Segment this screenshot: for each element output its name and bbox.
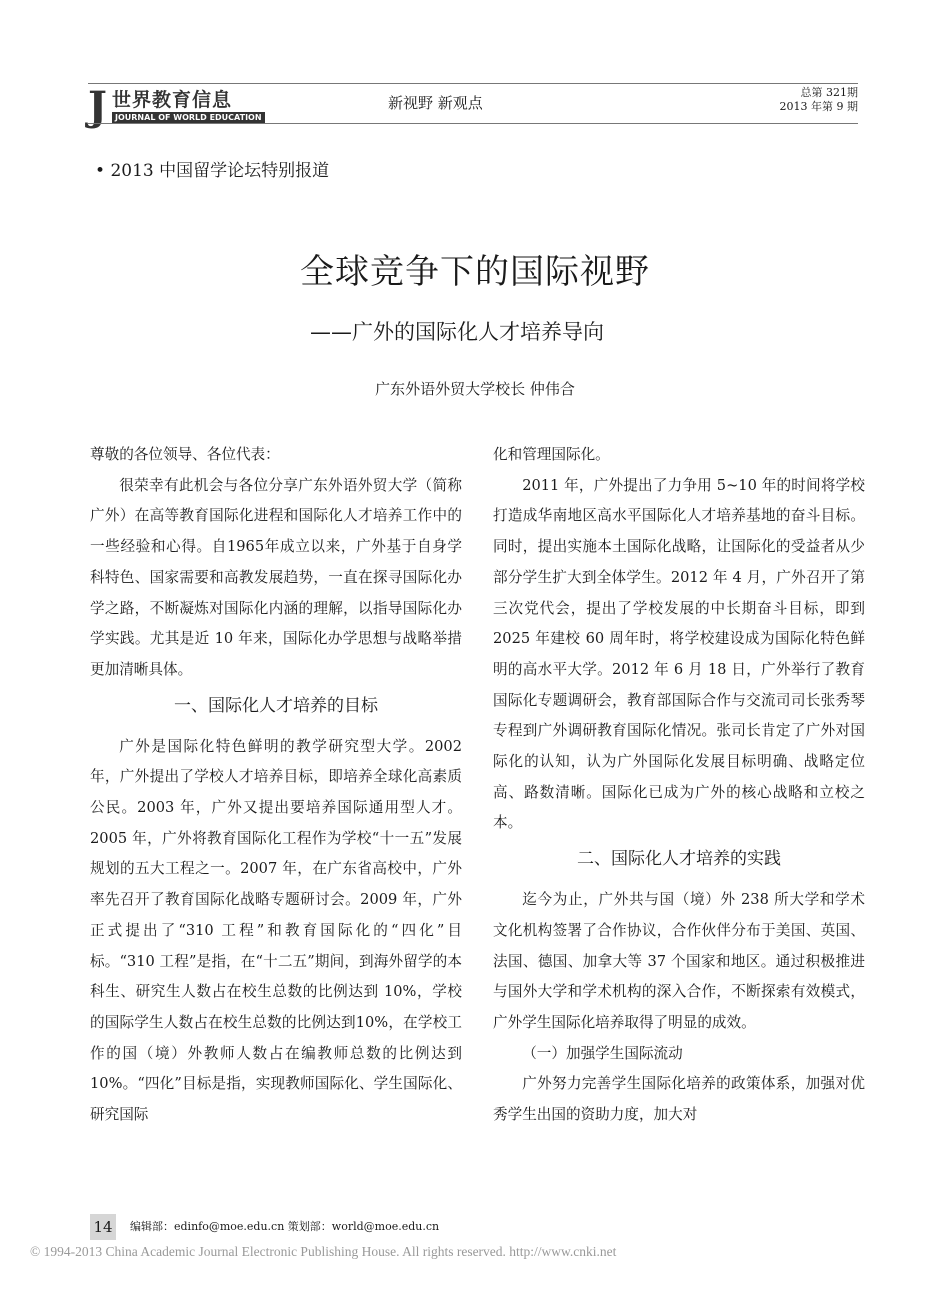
- section-heading: 二、国际化人才培养的实践: [577, 849, 781, 870]
- salutation: 尊敬的各位领导、各位代表：: [90, 446, 280, 463]
- page-number: 14: [90, 1214, 116, 1240]
- section-label: • 2013 中国留学论坛特别报道: [95, 161, 330, 181]
- header-bottom-rule: [88, 123, 858, 124]
- subsection-heading: （一）加强学生国际流动: [522, 1044, 683, 1062]
- logo-english-name: JOURNAL OF WORLD EDUCATION: [112, 112, 265, 124]
- left-column: [90, 440, 462, 1131]
- paragraph-continuation: 化和管理国际化。: [493, 446, 610, 463]
- copyright-notice: © 1994-2013 China Academic Journal Electronic Publishing House. All rights reserved. http://www.cnki.net: [30, 1244, 617, 1259]
- section-heading: 一、国际化人才培养的目标: [174, 695, 378, 716]
- issue-info: [780, 86, 858, 114]
- logo-chinese-name: 世界教育信息: [112, 89, 233, 111]
- header-top-rule: [88, 83, 858, 84]
- paragraph: 广外努力完善学生国际化培养的政策体系，加强对优秀学生出国的资助力度，加大对: [493, 1075, 865, 1124]
- logo-letter-mark: J: [88, 83, 107, 130]
- footer-contacts: 编辑部：edinfo@moe.edu.cn 策划部：world@moe.edu.cn: [130, 1220, 440, 1233]
- paragraph: 迄今为止，广外共与国（境）外 238 所大学和学术文化机构签署了合作协议，合作伙伴分布于美国、英国、法国、德国、加拿大等 37 个国家和地区。通过积极推进与国外大学和学术机构的深入合作，不断探索有效模式，广外学生国际化培养取得了明显的成效。: [493, 891, 865, 1031]
- issue-year: 2013 年第 9 期: [779, 100, 858, 113]
- bullet-icon: •: [95, 161, 111, 181]
- issue-total: 总第 321期: [800, 86, 858, 99]
- paragraph: 很荣幸有此机会与各位分享广东外语外贸大学（简称广外）在高等教育国际化进程和国际化人才培养工作中的一些经验和心得。自1965年成立以来，广外基于自身学科特色、国家需要和高教发展趋势，一直在探寻国际化办学之路，不断凝炼对国际化内涵的理解，以指导国际化办学实践。尤其是近 10 年来，国际化办学思想与战略举措更加清晰具体。: [90, 476, 462, 678]
- right-column: [493, 440, 865, 1131]
- paragraph: 广外是国际化特色鲜明的教学研究型大学。2002 年，广外提出了学校人才培养目标，即培养全球化高素质公民。2003 年，广外又提出要培养国际通用型人才。2005 年，广外将教育国际化工程作为学校“十一五”发展规划的五大工程之一。2007 年，在广东省高校中，广外率先召开了教育国际化战略专题研讨会。2009 年，广外正式提出了“310 工程”和教育国际化的“四化”目标。“310 工程”是指，在“十二五”期间，到海外留学的本科生、研究生人数占在校生总数的比例达到 10%，学校的国际学生人数占在校生总数的比例达到10%，在学校工作的国（境）外教师人数占在编教师总数的比例达到 10%。“四化”目标是指，实现教师国际化、学生国际化、研究国际: [90, 737, 462, 1124]
- paragraph: 2011 年，广外提出了力争用 5~10 年的时间将学校打造成华南地区高水平国际化人才培养基地的奋斗目标。同时，提出实施本土国际化战略，让国际化的受益者从少部分学生扩大到全体学生。2012 年 4 月，广外召开了第三次党代会，提出了学校发展的中长期奋斗目标，即到 2025 年建校 60 周年时，将学校建设成为国际化特色鲜明的高水平大学。2012 年 6 月 18 日，广外举行了教育国际化专题调研会，教育部国际合作与交流司司长张秀琴专程到广外调研教育国际化情况。张司长肯定了广外对国际化的认知，认为广外国际化发展目标明确、战略定位高、路数清晰。国际化已成为广外的核心战略和立校之本。: [493, 476, 865, 832]
- header-motto: 新视野 新观点: [388, 94, 483, 112]
- author-byline: 广东外语外贸大学校长 仲伟合: [375, 380, 575, 398]
- article-subtitle: ——广外的国际化人才培养导向: [310, 320, 604, 344]
- article-title: 全球竞争下的国际视野: [300, 252, 650, 292]
